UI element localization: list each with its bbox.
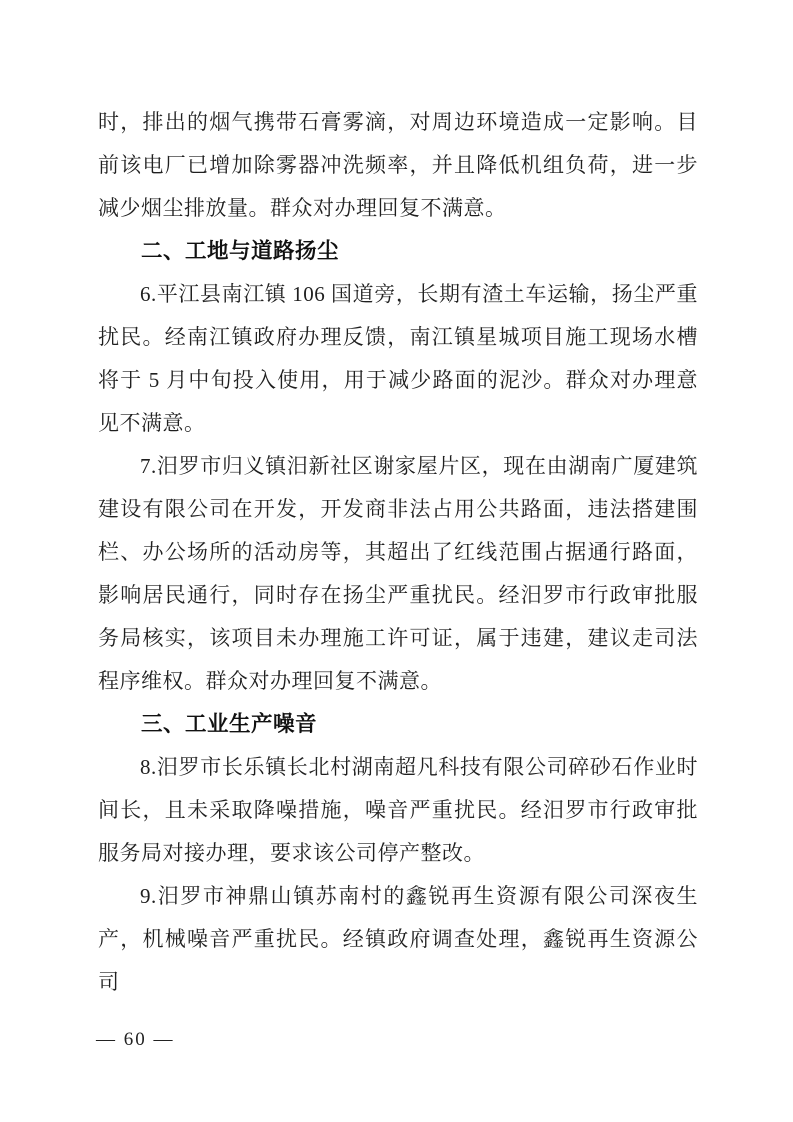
body-paragraph-item-6: 6.平江县南江镇 106 国道旁，长期有渣土车运输，扬尘严重扰民。经南江镇政府办理反馈，南江镇星城项目施工现场水槽将于 5 月中旬投入使用，用于减少路面的泥沙。群众对办理意见不满意。 [98,282,698,435]
body-paragraph-continuation: 时，排出的烟气携带石膏雾滴，对周边环境造成一定影响。目前该电厂已增加除雾器冲洗频率，并且降低机组负荷，进一步减少烟尘排放量。群众对办理回复不满意。 [98,110,698,220]
body-paragraph-item-9: 9.汨罗市神鼎山镇苏南村的鑫锐再生资源有限公司深夜生产，机械噪音严重扰民。经镇政府调查处理，鑫锐再生资源公司 [98,884,698,994]
section-heading-industrial-noise: 三、工业生产噪音 [141,712,318,736]
page-number: — 60 — [96,1029,175,1050]
body-paragraph-item-7: 7.汨罗市归义镇汨新社区谢家屋片区，现在由湖南广厦建筑建设有限公司在开发，开发商非法占用公共路面，违法搭建围栏、办公场所的活动房等，其超出了红线范围占据通行路面，影响居民通行，同时存在扬尘严重扰民。经汨罗市行政审批服务局核实，该项目未办理施工许可证，属于违建，建议走司法程序维权。群众对办理回复不满意。 [98,454,698,693]
document-body [98,101,698,1004]
body-paragraph-item-8: 8.汨罗市长乐镇长北村湖南超凡科技有限公司碎砂石作业时间长，且未采取降噪措施，噪音严重扰民。经汨罗市行政审批服务局对接办理，要求该公司停产整改。 [98,755,698,865]
section-heading-construction-road-dust: 二、工地与道路扬尘 [141,239,340,263]
